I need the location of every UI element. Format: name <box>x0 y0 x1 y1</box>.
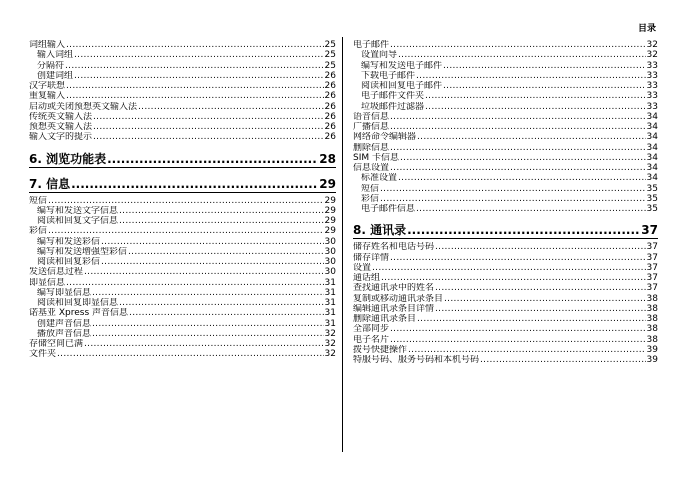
toc-entry-title: 电子名片 <box>353 334 390 345</box>
toc-page-number: 30 <box>324 267 336 278</box>
dot-leader <box>398 50 646 60</box>
toc-entry-title: 即显信息 <box>29 277 66 288</box>
toc-entry-title: 广播信息 <box>353 122 390 132</box>
toc-entry-title: 阅读和回复彩信 <box>37 257 101 267</box>
toc-entry[interactable] <box>353 324 658 334</box>
toc-entry-title: 彩信 <box>361 193 380 204</box>
toc-page-number: 32 <box>646 50 658 61</box>
toc-page-number: 37 <box>646 283 658 294</box>
toc-page-number: 25 <box>324 40 336 50</box>
toc-page-number: 26 <box>324 91 336 102</box>
toc-subentry[interactable] <box>353 61 658 71</box>
dot-leader <box>119 298 324 308</box>
toc-entry[interactable] <box>353 263 658 273</box>
toc-entry-title: 阅读和回复电子邮件 <box>361 81 443 91</box>
toc-entry[interactable] <box>353 335 658 345</box>
toc-entry-title: 删除信息 <box>353 142 390 153</box>
toc-subentry[interactable] <box>29 319 336 329</box>
page-header-title: 目录 <box>637 24 656 34</box>
toc-subentry[interactable] <box>353 204 658 214</box>
toc-page-number: 30 <box>324 236 336 247</box>
toc-page-number: 29 <box>324 216 336 226</box>
dot-leader <box>400 153 646 163</box>
toc-entry-title: 输入文字的提示 <box>29 132 93 143</box>
toc-page-number: 37 <box>646 262 658 273</box>
toc-entry[interactable] <box>29 196 336 206</box>
toc-page-number: 37 <box>646 273 658 283</box>
dot-leader <box>381 273 646 283</box>
toc-entry-title: 7. 信息 <box>29 176 71 191</box>
toc-entry-title: 创建词组 <box>37 70 74 81</box>
toc-subentry[interactable] <box>29 298 336 308</box>
dot-leader <box>101 237 324 247</box>
toc-page-number: 28 <box>319 151 336 166</box>
dot-leader <box>408 345 646 355</box>
toc-page-number: 26 <box>324 70 336 81</box>
toc-entry-title: SIM 卡信息 <box>353 152 399 163</box>
toc-chapter-entry[interactable] <box>353 223 658 239</box>
toc-entry-title: 全部同步 <box>353 324 390 335</box>
dot-leader <box>417 314 646 324</box>
toc-page-number: 34 <box>646 122 658 132</box>
toc-page-number: 26 <box>324 122 336 132</box>
toc-page-number: 33 <box>646 81 658 91</box>
dot-leader <box>398 173 646 183</box>
toc-entry[interactable] <box>353 112 658 122</box>
toc-page-number: 33 <box>646 101 658 112</box>
toc-entry-title: 诺基亚 Xpress 声音信息 <box>29 308 129 319</box>
toc-entry-title: 编写和发送彩信 <box>37 236 101 247</box>
toc-page-number: 38 <box>646 334 658 345</box>
toc-page-number: 34 <box>646 111 658 122</box>
toc-entry-title: 8. 通讯录 <box>353 223 407 238</box>
dot-leader <box>71 177 318 192</box>
toc-entry[interactable] <box>353 132 658 142</box>
toc-entry-title: 编辑通讯录条目详情 <box>353 303 435 314</box>
toc-left-column <box>29 40 336 360</box>
toc-entry-title: 输入词组 <box>37 50 74 61</box>
toc-page-number: 39 <box>646 355 658 365</box>
dot-leader <box>66 91 324 101</box>
toc-page-number: 35 <box>646 183 658 194</box>
toc-subentry[interactable] <box>29 288 336 298</box>
dot-leader <box>390 143 646 153</box>
toc-subentry[interactable] <box>353 184 658 194</box>
dot-leader <box>390 122 646 132</box>
toc-entry[interactable] <box>29 40 336 50</box>
toc-entry-title: 电子邮件文件夹 <box>361 91 425 102</box>
toc-entry-title: 通话组 <box>353 273 381 283</box>
toc-page-number: 32 <box>324 349 336 360</box>
toc-entry[interactable] <box>353 294 658 304</box>
toc-page-number: 34 <box>646 173 658 184</box>
dot-leader <box>93 122 324 132</box>
dot-leader <box>425 91 646 101</box>
dot-leader <box>407 223 640 238</box>
toc-page-number: 35 <box>646 193 658 204</box>
toc-page-number: 31 <box>324 277 336 288</box>
dot-leader <box>435 283 646 293</box>
toc-entry-title: 设置向导 <box>361 50 398 61</box>
dot-leader <box>425 102 646 112</box>
toc-entry-title: 短信 <box>29 195 48 206</box>
toc-entry-title: 编写即显信息 <box>37 287 92 298</box>
toc-entry-title: 播放声音信息 <box>37 328 92 339</box>
dot-leader <box>435 242 646 252</box>
toc-entry[interactable] <box>29 339 336 349</box>
dot-leader <box>65 61 324 71</box>
toc-entry-title: 标准设置 <box>361 173 398 184</box>
toc-entry-title: 创建声音信息 <box>37 318 92 329</box>
toc-page-number: 33 <box>646 91 658 102</box>
toc-entry-title: 储存姓名和电话号码 <box>353 242 435 253</box>
toc-page-number: 29 <box>324 205 336 216</box>
toc-entry[interactable] <box>29 267 336 277</box>
dot-leader <box>66 40 324 50</box>
toc-page-number: 37 <box>646 252 658 263</box>
dot-leader <box>138 102 324 112</box>
toc-subentry[interactable] <box>29 247 336 257</box>
toc-entry[interactable] <box>353 153 658 163</box>
toc-page-number: 29 <box>324 226 336 237</box>
toc-page-number: 34 <box>646 152 658 163</box>
toc-subentry[interactable] <box>29 329 336 339</box>
dot-leader <box>390 324 646 334</box>
dot-leader <box>93 132 324 142</box>
toc-page-number: 38 <box>646 303 658 314</box>
dot-leader <box>390 112 646 122</box>
toc-entry-title: 特服号码、服务号码和本机号码 <box>353 355 480 365</box>
dot-leader <box>443 81 646 91</box>
toc-entry[interactable] <box>29 112 336 122</box>
toc-subentry[interactable] <box>29 50 336 60</box>
toc-page-number: 31 <box>324 318 336 329</box>
toc-page-number: 38 <box>646 324 658 335</box>
dot-leader <box>372 263 646 273</box>
toc-entry[interactable] <box>353 163 658 173</box>
dot-leader <box>390 253 646 263</box>
toc-page-number: 25 <box>324 60 336 71</box>
dot-leader <box>66 278 324 288</box>
toc-entry[interactable] <box>353 122 658 132</box>
dot-leader <box>435 304 646 314</box>
toc-chapter-entry[interactable] <box>29 177 336 193</box>
toc-page-number: 35 <box>646 204 658 214</box>
column-divider <box>342 37 343 452</box>
dot-leader <box>84 339 324 349</box>
toc-entry[interactable] <box>353 40 658 50</box>
dot-leader <box>48 226 324 236</box>
toc-page-number: 39 <box>646 344 658 355</box>
dot-leader <box>92 288 324 298</box>
toc-page-number: 37 <box>641 223 658 238</box>
toc-entry[interactable] <box>353 314 658 324</box>
toc-page-number: 33 <box>646 70 658 81</box>
toc-page-number: 32 <box>646 40 658 50</box>
toc-entry-title: 编写和发送文字信息 <box>37 205 119 216</box>
toc-entry-title: 传统英文输入法 <box>29 111 93 122</box>
toc-entry-title: 重复输入 <box>29 91 66 102</box>
toc-page-number: 31 <box>324 308 336 319</box>
toc-page-number: 29 <box>324 195 336 206</box>
toc-chapter-entry[interactable] <box>29 152 336 168</box>
toc-subentry[interactable] <box>29 216 336 226</box>
dot-leader <box>101 257 324 267</box>
toc-entry-title: 拨号快捷操作 <box>353 344 408 355</box>
dot-leader <box>119 216 324 226</box>
toc-page-number: 30 <box>324 246 336 257</box>
toc-page-number: 34 <box>646 132 658 143</box>
toc-entry-title: 阅读和回复即显信息 <box>37 298 119 308</box>
toc-entry[interactable] <box>29 122 336 132</box>
toc-entry-title: 语音信息 <box>353 111 390 122</box>
dot-leader <box>93 112 324 122</box>
toc-subentry[interactable] <box>29 61 336 71</box>
dot-leader <box>390 163 646 173</box>
toc-page-number: 31 <box>324 287 336 298</box>
toc-entry[interactable] <box>29 91 336 101</box>
toc-entry-title: 复制或移动通讯录条目 <box>353 293 444 304</box>
toc-entry-title: 电子邮件信息 <box>361 204 416 214</box>
toc-subentry[interactable] <box>353 71 658 81</box>
toc-entry[interactable] <box>29 102 336 112</box>
toc-page-number: 26 <box>324 101 336 112</box>
toc-entry-title: 预想英文输入法 <box>29 122 93 132</box>
dot-leader <box>416 71 646 81</box>
toc-page-number: 33 <box>646 60 658 71</box>
toc-entry[interactable] <box>353 345 658 355</box>
toc-entry[interactable] <box>353 242 658 252</box>
toc-entry-title: 发送信息过程 <box>29 267 84 278</box>
toc-entry[interactable] <box>353 283 658 293</box>
toc-entry-title: 彩信 <box>29 226 48 237</box>
toc-page-number: 29 <box>319 176 336 191</box>
toc-page-number: 25 <box>324 50 336 61</box>
dot-leader <box>380 194 646 204</box>
toc-right-column <box>353 40 658 365</box>
toc-entry-title: 阅读和回复文字信息 <box>37 216 119 226</box>
toc-entry[interactable] <box>353 273 658 283</box>
toc-entry-title: 下载电子邮件 <box>361 70 416 81</box>
toc-entry[interactable] <box>29 226 336 236</box>
toc-page-number: 37 <box>646 242 658 253</box>
dot-leader <box>380 184 646 194</box>
toc-page-number: 26 <box>324 132 336 143</box>
dot-leader <box>74 71 324 81</box>
toc-subentry[interactable] <box>353 102 658 112</box>
toc-entry[interactable] <box>353 143 658 153</box>
toc-subentry[interactable] <box>29 257 336 267</box>
toc-entry-title: 信息设置 <box>353 163 390 173</box>
toc-entry[interactable] <box>29 308 336 318</box>
toc-entry-title: 词组输入 <box>29 40 66 50</box>
toc-subentry[interactable] <box>353 91 658 101</box>
toc-entry-title: 6. 浏览功能表 <box>29 151 107 166</box>
toc-entry-title: 垃圾邮件过滤器 <box>361 101 425 112</box>
dot-leader <box>444 294 646 304</box>
toc-subentry[interactable] <box>29 71 336 81</box>
toc-page-number: 38 <box>646 293 658 304</box>
dot-leader <box>84 267 324 277</box>
toc-page-number: 38 <box>646 314 658 324</box>
toc-page-number: 34 <box>646 163 658 173</box>
toc-entry[interactable] <box>29 132 336 142</box>
toc-entry-title: 编写和发送电子邮件 <box>361 60 443 71</box>
toc-entry[interactable] <box>29 349 336 359</box>
toc-subentry[interactable] <box>353 50 658 60</box>
toc-subentry[interactable] <box>29 206 336 216</box>
toc-entry-title: 存储空间已满 <box>29 339 84 349</box>
toc-subentry[interactable] <box>29 237 336 247</box>
toc-entry-title: 设置 <box>353 262 372 273</box>
toc-entry[interactable] <box>29 278 336 288</box>
toc-entry-title: 启动或关闭预想英文输入法 <box>29 101 138 112</box>
toc-entry[interactable] <box>353 253 658 263</box>
toc-entry-title: 删除通讯录条目 <box>353 314 417 324</box>
toc-entry-title: 分隔符 <box>37 60 65 71</box>
toc-entry-title: 汉字联想 <box>29 81 66 91</box>
toc-page-number: 31 <box>324 298 336 308</box>
dot-leader <box>443 61 646 71</box>
dot-leader <box>66 81 324 91</box>
toc-subentry[interactable] <box>353 81 658 91</box>
toc-entry-title: 文件夹 <box>29 349 57 360</box>
dot-leader <box>416 204 646 214</box>
toc-page-number: 30 <box>324 257 336 267</box>
toc-page-number: 32 <box>324 328 336 339</box>
dot-leader <box>92 329 324 339</box>
toc-entry[interactable] <box>353 355 658 365</box>
dot-leader <box>48 196 324 206</box>
toc-page-number: 26 <box>324 111 336 122</box>
toc-entry[interactable] <box>353 304 658 314</box>
dot-leader <box>129 308 324 318</box>
toc-page-number: 32 <box>324 339 336 349</box>
dot-leader <box>57 349 324 359</box>
toc-entry[interactable] <box>29 81 336 91</box>
toc-entry-title: 查找通讯录中的姓名 <box>353 283 435 294</box>
toc-subentry[interactable] <box>353 173 658 183</box>
dot-leader <box>390 40 646 50</box>
dot-leader <box>74 50 324 60</box>
toc-entry-title: 短信 <box>361 183 380 194</box>
toc-page-number: 26 <box>324 81 336 91</box>
dot-leader <box>92 319 324 329</box>
toc-entry-title: 储存详情 <box>353 252 390 263</box>
dot-leader <box>107 152 318 167</box>
dot-leader <box>417 132 646 142</box>
toc-page-number: 34 <box>646 142 658 153</box>
toc-entry-title: 网络命令编辑器 <box>353 132 417 143</box>
dot-leader <box>480 355 646 365</box>
toc-entry-title: 电子邮件 <box>353 40 390 50</box>
dot-leader <box>119 206 324 216</box>
toc-entry-title: 编写和发送增强型彩信 <box>37 246 128 257</box>
dot-leader <box>128 247 324 257</box>
toc-subentry[interactable] <box>353 194 658 204</box>
dot-leader <box>390 335 646 345</box>
